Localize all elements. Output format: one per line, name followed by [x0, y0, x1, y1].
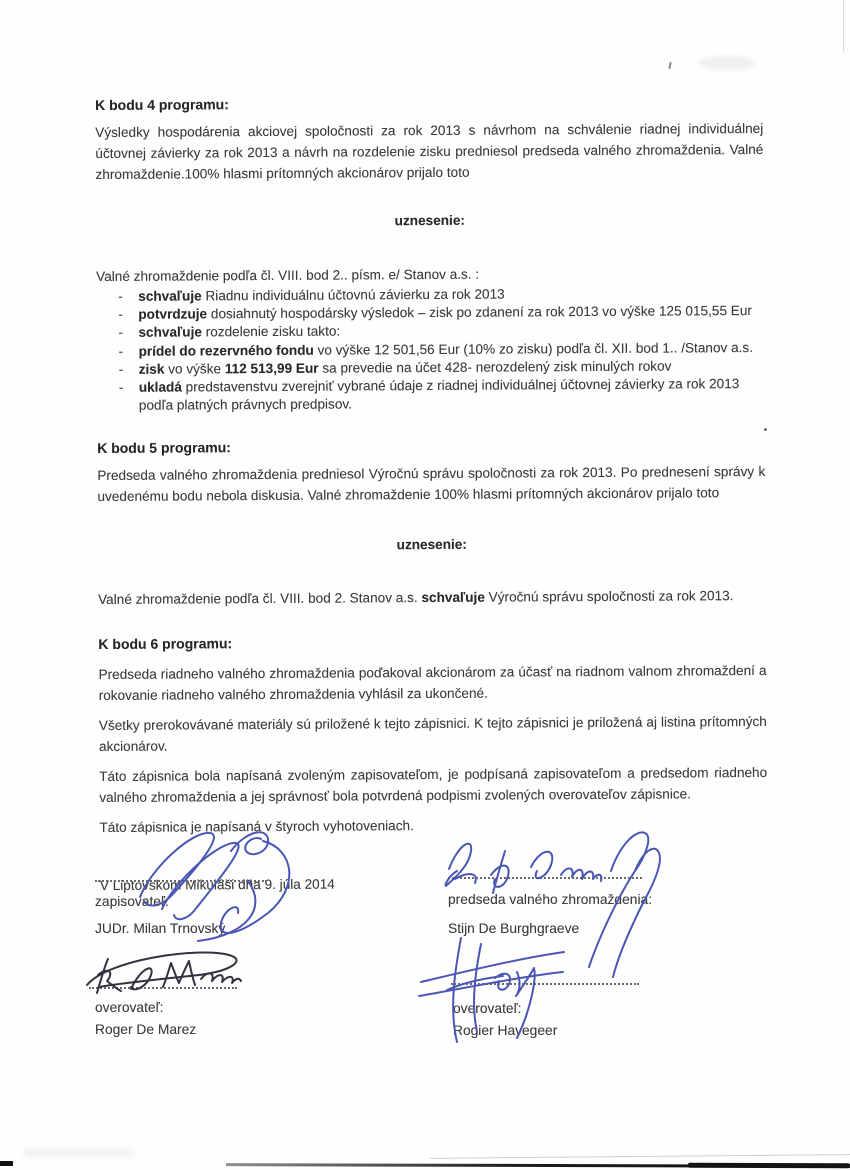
signature-name: Stijn De Burghgraeve: [448, 921, 580, 936]
bullet-dash: -: [118, 307, 123, 323]
scan-artifact-smudge: [698, 56, 756, 70]
scan-artifact-smudge: [24, 1149, 134, 1157]
section-4-heading: K bodu 4 programu:: [95, 96, 229, 114]
bullet-dash: -: [118, 343, 124, 359]
list-item-text: schvaľuje rozdelenie zisku takto:: [138, 323, 341, 341]
list-item-text: prídel do rezervného fondu vo výške 12 501,56 Eur (10% zo zisku) podľa čl. XII. bod 1.. /Stanov a.s.: [138, 339, 754, 359]
resolution-line: Valné zhromaždenie podľa čl. VIII. bod 2. Stanov a.s. schvaľuje Výročnú správu spoločnosti za rok 2013.: [98, 588, 734, 608]
signature-dotted-line: [448, 877, 642, 879]
list-item-text: ukladá predstavenstvu zverejniť vybrané údaje z riadnej individuálnej účtovnej závierky za rok 2013 podľa platných právnych predpisov.: [138, 376, 740, 413]
list-item-text: zisk vo výške 112 513,99 Eur sa prevedie na účet 428- nerozdelený zisk minulých rokov: [138, 358, 672, 377]
signature-dotted-line: [95, 880, 267, 882]
signature-role: overovateľ:: [95, 1000, 164, 1015]
signature-ink-overovatel-1: [81, 947, 246, 1001]
signature-name: Rogier Havegeer: [453, 1023, 558, 1038]
signature-role: predseda valného zhromaždenia:: [448, 892, 653, 907]
scan-artifact-right-edge: [843, 0, 844, 52]
signature-name: JUDr. Milan Trnovský: [95, 921, 226, 936]
signature-role: zapisovateľ:: [95, 894, 169, 909]
bullet-dash: -: [118, 379, 124, 395]
section-5-heading: K bodu 5 programu:: [97, 439, 231, 457]
list-item-text: schvaľuje Riadnu individuálnu účtovnú závierku za rok 2013: [138, 286, 505, 304]
list-item-text: potvrdzuje dosiahnutý hospodársky výsledok – zisk po zdanení za rok 2013 vo výške 125 015,55 Eur: [138, 303, 752, 322]
paragraph: Táto zápisnica bola napísaná zvoleným zapisovateľom, je podpísaná zapisovateľom a predsedom riadneho valného zhromaždenia a jej správnosť bola potvrdená podpismi zvolených overovateľov zápisnice.: [99, 765, 768, 806]
section-5-paragraph: Predseda valného zhromaždenia predniesol Výročnú správu spoločnosti za rok 2013. Po prednesení správy k uvedenému bodu nebola diskusia. Valné zhromaždenie 100% hlasmi prítomných akcionárov prijalo toto: [97, 464, 766, 505]
paragraph: Táto zápisnica je napísaná v štyroch vyhotoveniach.: [99, 818, 414, 836]
place-date-line: V Liptovskom Mikuláši dňa 9. júla 2014: [99, 877, 335, 894]
resolution-title-2: uznesenie:: [396, 537, 467, 553]
signature-dotted-line: [89, 987, 237, 989]
scan-artifact-bottom-left-mark: [0, 1161, 13, 1166]
bullet-dash: -: [118, 361, 124, 377]
paragraph: Predseda riadneho valného zhromaždenia poďakoval akcionárom za účasť na riadnom valnom zhromaždení a rokovanie riadneho valného zhromaždenia vyhlásil za ukončené.: [98, 663, 767, 704]
paragraph: Všetky prerokovávané materiály sú priložené k tejto zápisnici. K tejto zápisnici je priložená aj listina prítomných akcionárov.: [98, 714, 767, 755]
section-4-paragraph: Výsledky hospodárenia akciovej spoločnosti za rok 2013 s návrhom na schválenie riadnej individuálnej účtovnej závierky za rok 2013 a návrh na rozdelenie zisku predniesol predseda valného zhromaždenia. Valné zhromaždenie.100% hlasmi prítomných akcionárov prijalo toto: [95, 120, 764, 183]
bullet-dash: -: [118, 288, 123, 304]
signature-name: Roger De Marez: [95, 1022, 197, 1037]
list-item: [119, 375, 765, 415]
document-body: [95, 91, 768, 896]
resolution-list: [96, 284, 765, 416]
resolution-title-1: uznesenie:: [394, 212, 465, 229]
scan-artifact-bottom-edge-thick: [688, 1163, 850, 1169]
signature-block: [95, 855, 785, 1085]
resolution-intro: Valné zhromaždenie podľa čl. VIII. bod 2.. písm. e/ Stanov a.s. :: [96, 266, 480, 285]
signature-dotted-line: [451, 983, 639, 985]
signature-role: overovateľ:: [453, 1001, 522, 1016]
bullet-dash: -: [118, 325, 124, 341]
scan-artifact-bottom-faint-line: [430, 1154, 850, 1159]
scan-artifact-dot: [764, 428, 767, 431]
section-6-heading: K bodu 6 programu:: [98, 635, 233, 653]
scan-artifact-tick: [668, 62, 671, 69]
